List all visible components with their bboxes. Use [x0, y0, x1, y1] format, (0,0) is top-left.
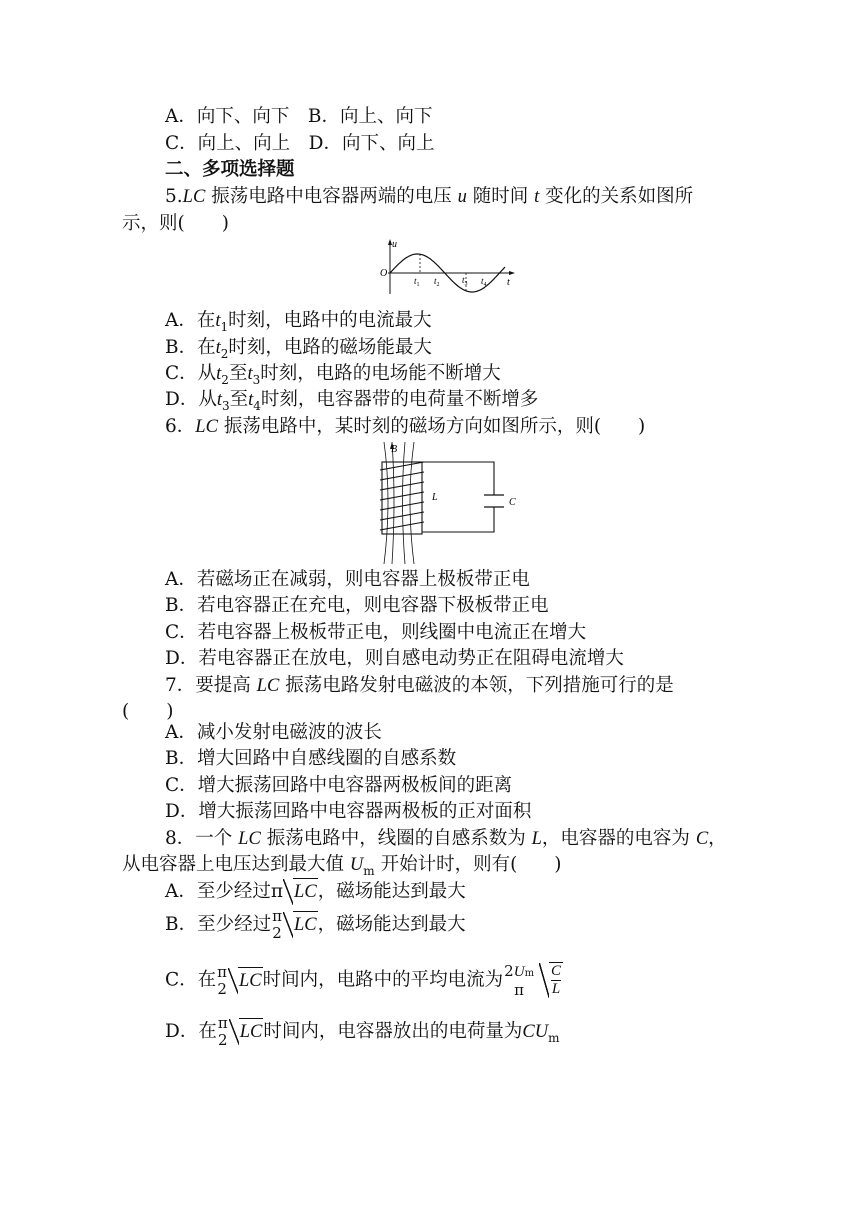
q6-lc-circuit-figure	[370, 440, 530, 566]
q6-option-a: A．若磁场正在减弱，则电容器上极板带正电	[165, 569, 530, 590]
q5-option-b: B．在$t_2$时刻，电路的磁场能最大	[165, 337, 432, 361]
fig-c-label: C	[509, 497, 516, 508]
q8-stem-line1: 8．一个 LC 振荡电路中，线圈的自感系数为 L，电容器的电容为 C，	[165, 828, 727, 849]
q8-option-b: B．至少经过 π 2 LC，磁场能达到最大	[165, 907, 466, 942]
section-title: 二、多项选择题	[165, 159, 295, 180]
graph-t1-label: $t_1$	[414, 276, 420, 288]
q8-option-c: C．在 π 2 LC时间内，电路中的平均电流为 2Um π $\frac{C}{L}$	[165, 961, 562, 999]
graph-t4-label: $t_4$	[481, 276, 487, 288]
q7-stem-line1: 7．要提高 LC 振荡电路发射电磁波的本领，下列措施可行的是	[165, 675, 674, 696]
q6-option-c: C．若电容器上极板带正电，则线圈中电流正在增大	[165, 622, 587, 643]
q7-option-c: C．增大振荡回路中电容器两极板间的距离	[165, 775, 513, 796]
q8-option-d: D．在 π 2 LC时间内，电容器放出的电荷量为$CU_m$	[165, 1014, 560, 1049]
q5-stem-line1: 5.LC 振荡电路中电容器两端的电压 u 随时间 t 变化的关系如图所	[165, 186, 694, 207]
q7-option-d: D．增大振荡回路中电容器两极板的正对面积	[165, 801, 532, 822]
q8-stem-line2: 从电容器上电压达到最大值 $U_m$ 开始计时，则有( )	[122, 854, 562, 878]
q5-option-c: C．从$t_2$至$t_3$时刻，电路的电场能不断增大	[165, 363, 501, 387]
fig-l-label: L	[432, 492, 438, 503]
q6-stem: 6．LC 振荡电路中，某时刻的磁场方向如图所示，则( )	[165, 416, 646, 437]
graph-origin-label: O	[380, 268, 388, 279]
graph-t2-label: $t_2$	[434, 276, 440, 288]
q7-stem-line2: ( )	[122, 701, 174, 722]
q4-options-row1: A．向下、向下 B．向上、向下	[165, 106, 433, 127]
q5-option-a: A．在$t_1$时刻，电路中的电流最大	[165, 310, 432, 334]
q7-option-b: B．增大回路中自感线圈的自感系数	[165, 748, 457, 769]
q6-option-b: B．若电容器正在充电，则电容器下极板带正电	[165, 595, 549, 616]
q5-option-d: D．从$t_3$至$t_4$时刻，电容器带的电荷量不断增多	[165, 389, 539, 413]
graph-t3-label: $t_3$	[462, 275, 468, 287]
q5-stem-line2: 示，则( )	[122, 213, 229, 234]
graph-u-label: u	[392, 239, 397, 250]
q8-option-a: A．至少经过π LC，磁场能达到最大	[165, 878, 466, 905]
q5-voltage-graph	[380, 236, 520, 298]
graph-t-label: t	[507, 277, 510, 288]
fig-b-label: B	[391, 444, 398, 455]
q7-option-a: A．减小发射电磁波的波长	[165, 722, 382, 743]
q4-options-row2: C．向上、向上 D．向下、向上	[165, 133, 435, 154]
q6-option-d: D．若电容器正在放电，则自感电动势正在阻碍电流增大	[165, 648, 624, 669]
